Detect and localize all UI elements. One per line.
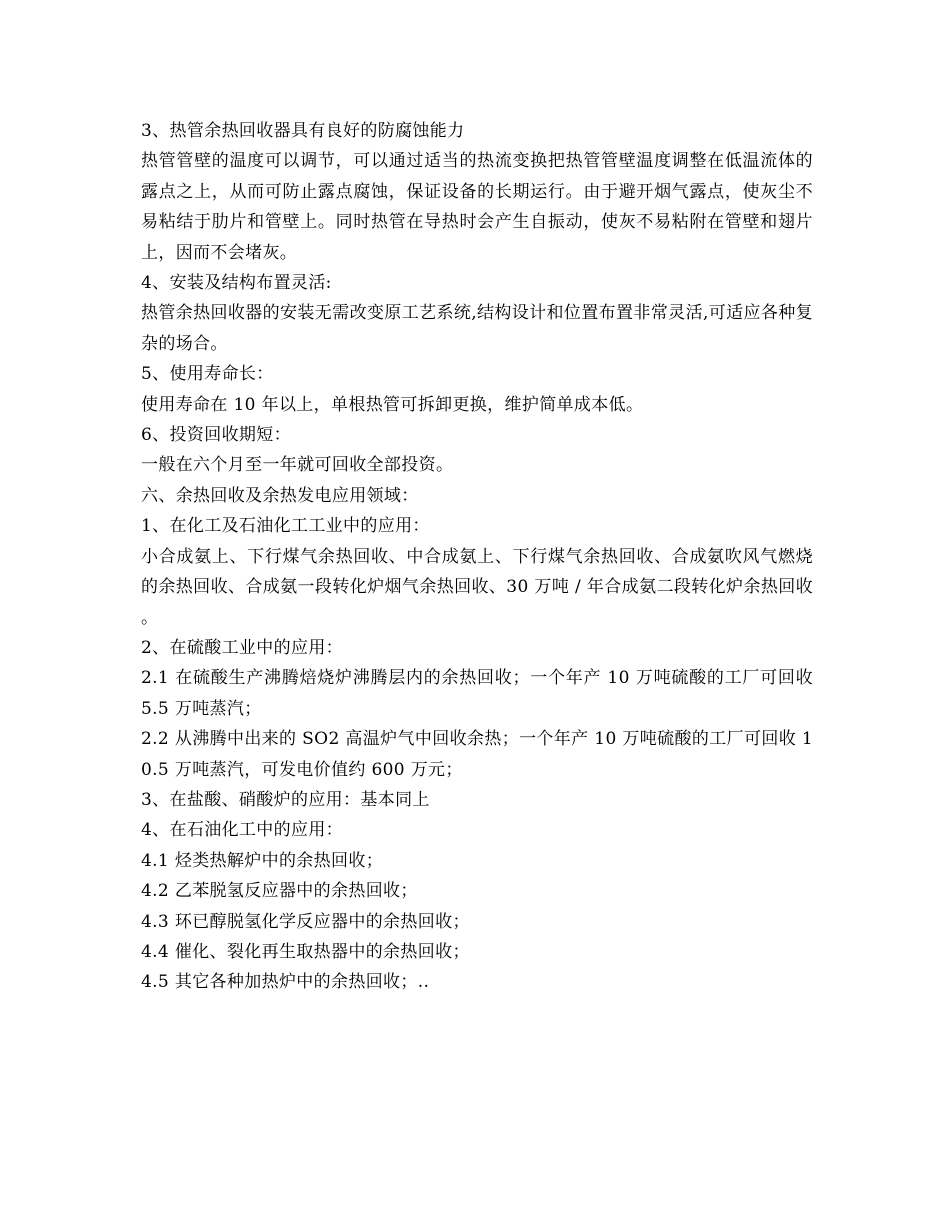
heading-hydrochloric-nitric: 3、在盐酸、硝酸炉的应用：基本同上 [141, 789, 430, 810]
paragraph-lifespan: 使用寿命在 10 年以上，单根热管可拆卸更换，维护简单成本低。 [141, 394, 644, 415]
heading-lifespan: 5、使用寿命长： [141, 364, 274, 385]
item-petrochemical-4-2: 4.2 乙苯脱氢反应器中的余热回收； [141, 881, 418, 902]
paragraph-anticorrosion: 热管管壁的温度可以调节，可以通过适当的热流变换把热管管壁温度调整在低温流体的露点之上，从而可防止露点腐蚀，保证设备的长期运行。由于避开烟气露点，使灰尘不易粘结于肋片和管壁上。同时热管在导热时会产生自振动，使灰不易粘附在管壁和翅片上，因而不会堵灰。 [141, 151, 813, 263]
heading-sulfuric-acid: 2、在硫酸工业中的应用： [141, 637, 344, 658]
heading-chemical-industry: 1、在化工及石油化工工业中的应用： [141, 516, 430, 537]
item-sulfuric-2-1: 2.1 在硫酸生产沸腾焙烧炉沸腾层内的余热回收；一个年产 10 万吨硫酸的工厂可回收 5.5 万吨蒸汽； [141, 668, 813, 719]
section-heading-applications: 六、余热回收及余热发电应用领域： [141, 485, 419, 506]
item-petrochemical-4-4: 4.4 催化、裂化再生取热器中的余热回收； [141, 941, 470, 962]
item-sulfuric-2-2: 2.2 从沸腾中出来的 SO2 高温炉气中回收余热；一个年产 10 万吨硫酸的工厂可回收 10.5 万吨蒸汽，可发电价值约 600 万元； [141, 729, 813, 780]
paragraph-payback: 一般在六个月至一年就可回收全部投资。 [141, 455, 454, 476]
heading-payback: 6、投资回收期短： [141, 425, 291, 446]
heading-installation: 4、安装及结构布置灵活: [141, 273, 332, 294]
document-body [141, 116, 813, 998]
item-petrochemical-4-5: 4.5 其它各种加热炉中的余热回收；.. [141, 972, 430, 993]
item-petrochemical-4-1: 4.1 烃类热解炉中的余热回收； [141, 850, 384, 871]
heading-anticorrosion: 3、热管余热回收器具有良好的防腐蚀能力 [141, 121, 465, 141]
paragraph-installation: 热管余热回收器的安装无需改变原工艺系统,结构设计和位置布置非常灵活,可适应各种复杂的场合。 [141, 303, 813, 354]
paragraph-chemical-industry: 小合成氨上、下行煤气余热回收、中合成氨上、下行煤气余热回收、合成氨吹风气燃烧的余热回收、合成氨一段转化炉烟气余热回收、30 万吨 / 年合成氨二段转化炉余热回收。 [141, 546, 813, 628]
heading-petrochemical: 4、在石油化工中的应用： [141, 820, 344, 841]
item-petrochemical-4-3: 4.3 环已醇脱氢化学反应器中的余热回收； [141, 911, 470, 932]
